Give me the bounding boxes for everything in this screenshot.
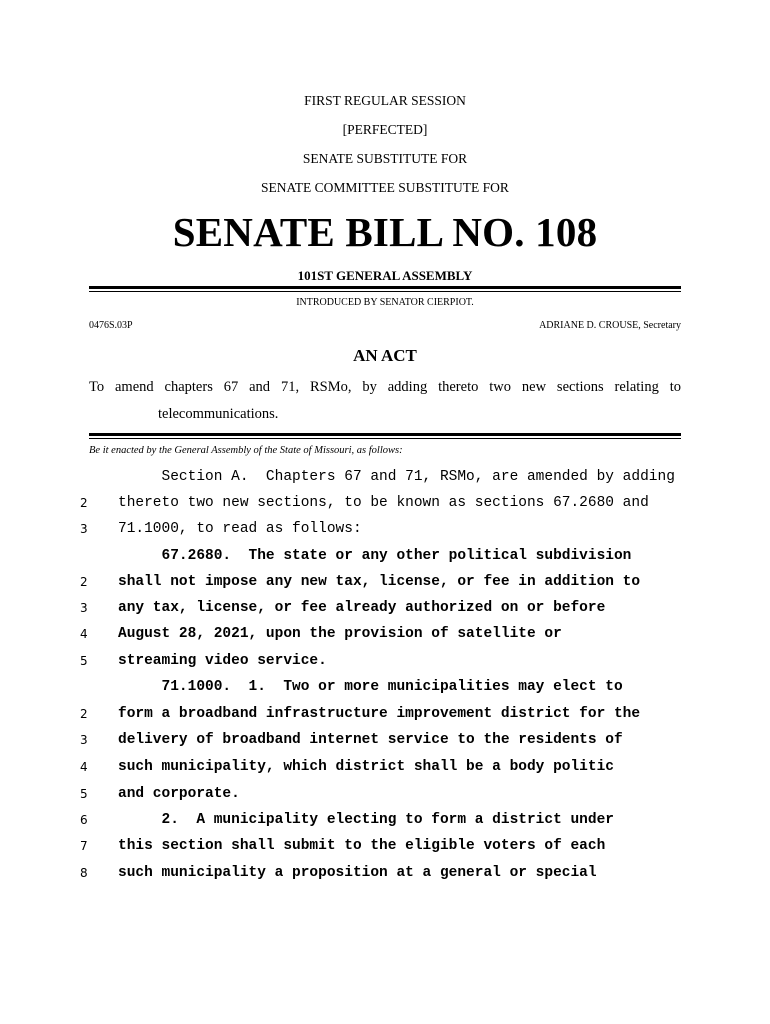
assembly-label: 101ST GENERAL ASSEMBLY	[297, 268, 473, 283]
line-number: 4	[80, 760, 88, 774]
line-number: 5	[80, 654, 88, 668]
line-number: 4	[80, 627, 88, 641]
bill-text-line: 71.1000, to read as follows:	[118, 521, 362, 537]
line-number: 7	[80, 839, 88, 853]
bill-text-line: such municipality, which district shall be a body politic	[118, 759, 614, 775]
perfected-status: [PERFECTED]	[342, 122, 428, 137]
session-label: FIRST REGULAR SESSION	[304, 93, 466, 108]
middle-rule-thick	[89, 433, 681, 436]
line-number: 2	[80, 707, 88, 721]
act-purpose-line-1: To amend chapters 67 and 71, RSMo, by adding thereto two new sections relating to	[89, 379, 681, 395]
line-number: 3	[80, 733, 88, 747]
line-number: 3	[80, 601, 88, 615]
top-rule-thin	[89, 291, 681, 292]
bill-text-line: this section shall submit to the eligible voters of each	[118, 838, 606, 854]
bill-text-line: shall not impose any new tax, license, or fee in addition to	[118, 574, 641, 590]
committee-substitute-label: SENATE COMMITTEE SUBSTITUTE FOR	[261, 180, 509, 195]
line-number: 5	[80, 787, 88, 801]
bill-text-line: and corporate.	[118, 786, 240, 802]
act-purpose-line-2: telecommunications.	[158, 406, 279, 422]
bill-text-line: 67.2680. The state or any other political subdivision	[118, 548, 632, 564]
line-number: 6	[80, 813, 88, 827]
top-rule-thick	[89, 286, 681, 289]
bill-title: SENATE BILL NO. 108	[172, 209, 598, 255]
introduced-by: INTRODUCED BY SENATOR CIERPIOT.	[296, 297, 474, 308]
line-number: 3	[80, 522, 88, 536]
middle-rule-thin	[89, 438, 681, 439]
bill-text-line: such municipality a proposition at a general or special	[118, 865, 597, 881]
bill-text-line: streaming video service.	[118, 653, 327, 669]
bill-text-line: 71.1000. 1. Two or more municipalities may elect to	[118, 679, 623, 695]
bill-text-line: delivery of broadband internet service to the residents of	[118, 732, 623, 748]
bill-text-line: form a broadband infrastructure improvement district for the	[118, 706, 641, 722]
line-number: 8	[80, 866, 88, 880]
enacting-clause: Be it enacted by the General Assembly of the State of Missouri, as follows:	[89, 445, 403, 456]
bill-text-line: 2. A municipality electing to form a district under	[118, 812, 614, 828]
substitute-label: SENATE SUBSTITUTE FOR	[302, 151, 468, 166]
line-number: 2	[80, 496, 88, 510]
secretary-label: ADRIANE D. CROUSE, Secretary	[539, 320, 681, 331]
act-title: AN ACT	[353, 346, 417, 365]
bill-text-line: Section A. Chapters 67 and 71, RSMo, are amended by adding	[118, 469, 675, 485]
document-code: 0476S.03P	[89, 320, 133, 331]
bill-text-line: thereto two new sections, to be known as sections 67.2680 and	[118, 495, 649, 511]
line-number: 2	[80, 575, 88, 589]
bill-text-line: any tax, license, or fee already authorized on or before	[118, 600, 606, 616]
bill-text-line: August 28, 2021, upon the provision of satellite or	[118, 626, 562, 642]
